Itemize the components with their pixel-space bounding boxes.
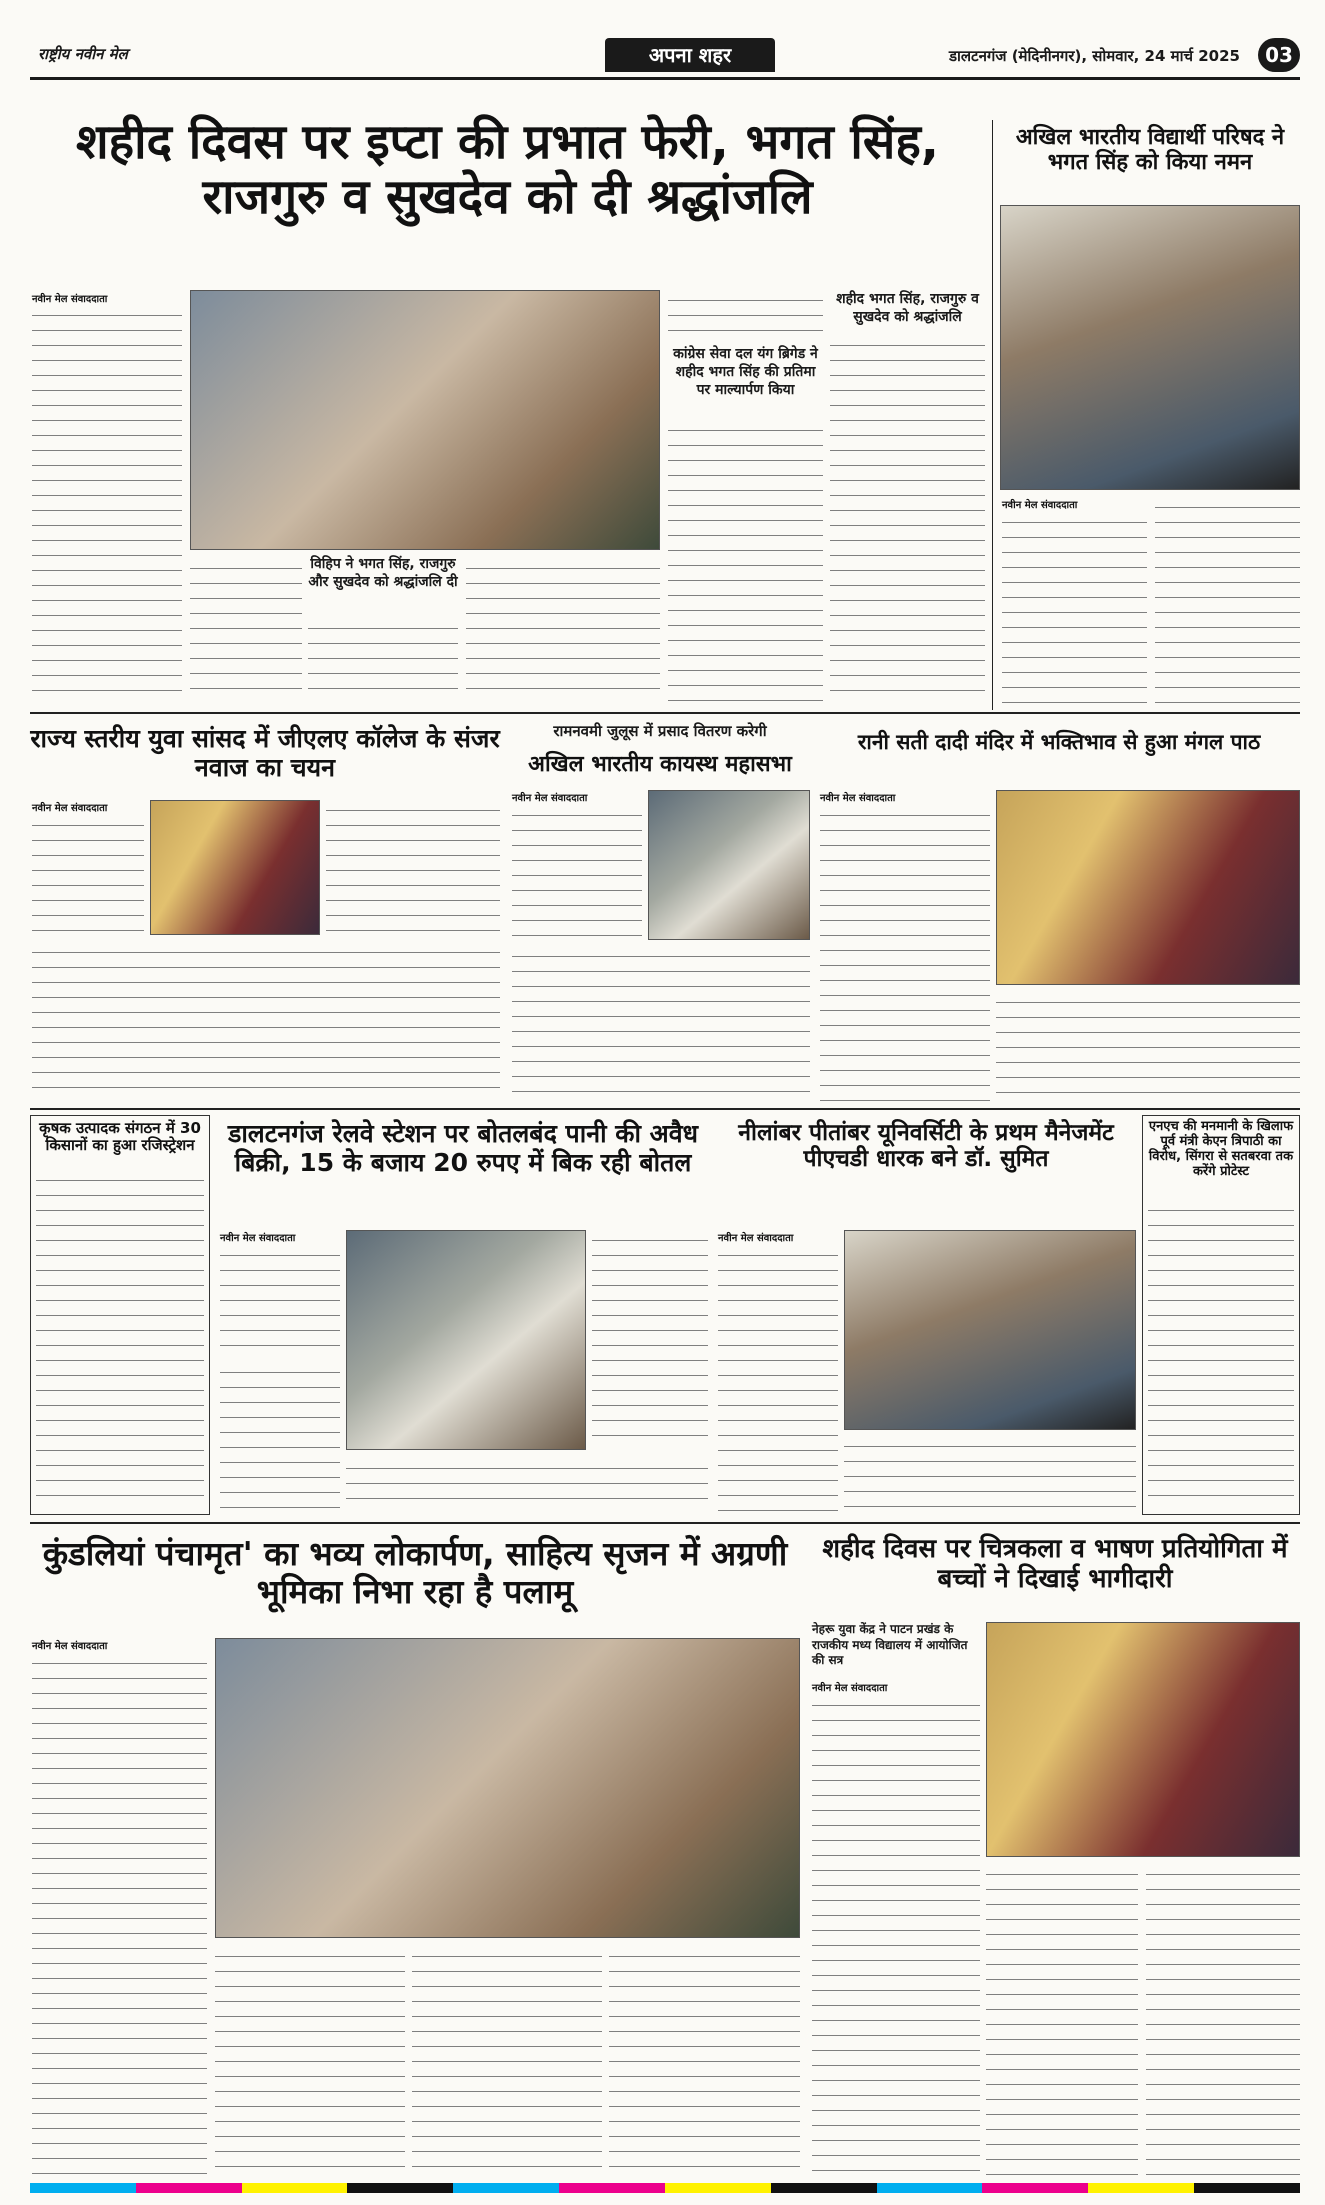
section-title: अपना शहर [605, 38, 775, 72]
abvp-body-col-1 [1002, 512, 1147, 703]
railway-water-headline: डालटनगंज रेलवे स्टेशन पर बोतलबंद पानी की अवैध बिक्री, 15 के बजाय 20 रुपए में बिक रही बोतल [227, 1119, 699, 1177]
nh-body [1148, 1200, 1294, 1510]
page-number: 03 [1258, 38, 1300, 72]
print-color-bar [30, 2183, 1300, 2193]
fpo-headline: कृषक उत्पादक संगठन में 30 किसानों का हुआ रजिस्ट्रेशन [39, 1119, 201, 1155]
youth-mp-headline: राज्य स्तरीय युवा सांसद में जीएलए कॉलेज के संजर नवाज का चयन [30, 724, 500, 782]
kayastha-headline: अखिल भारतीय कायस्थ महासभा [528, 752, 792, 777]
npu-body-1 [718, 1245, 838, 1512]
drawing-contest-kicker: नेहरू युवा केंद्र ने पाटन प्रखंड के राजकीय मध्य विद्यालय में आयोजित की सत्र [812, 1622, 968, 1668]
youth-mp-body-2 [326, 800, 500, 935]
railway-body-4 [346, 1458, 708, 1512]
lead-photo-procession [190, 290, 660, 550]
kayastha-photo [648, 790, 810, 940]
npu-convocation-photo [844, 1230, 1136, 1430]
drawing-contest-photo [986, 1622, 1300, 1857]
vhp-body [308, 618, 458, 703]
drawing-contest-headline: शहीद दिवस पर चित्रकला व भाषण प्रतियोगिता में बच्चों ने दिखाई भागीदारी [822, 1534, 1288, 1594]
kundaliya-byline: नवीन मेल संवाददाता [32, 1641, 108, 1652]
railway-body-3 [220, 1362, 340, 1512]
rani-sati-body-1 [820, 805, 990, 1102]
abvp-byline: नवीन मेल संवाददाता [1002, 500, 1078, 511]
section-rule [30, 712, 1300, 714]
vhp-subhead: विहिप ने भगत सिंह, राजगुरु और सुखदेव को श्रद्धांजलि दी [308, 556, 458, 591]
abvp-photo [1000, 205, 1300, 490]
lead-body-col-2 [190, 558, 302, 703]
issue-date: डालटनगंज (मेदिनीनगर), सोमवार, 24 मार्च 2025 [948, 47, 1240, 65]
section-rule-2 [30, 1108, 1300, 1110]
section-rule-3 [30, 1522, 1300, 1524]
shahid-subhead: शहीद भगत सिंह, राजगुरु व सुखदेव को श्रद्धांजलि [836, 291, 979, 326]
congress-subhead: कांग्रेस सेवा दल यंग ब्रिगेड ने शहीद भगत सिंह की प्रतिमा पर माल्यार्पण किया [673, 346, 818, 399]
kundaliya-body-2 [215, 1946, 405, 2178]
drawing-body-3 [1146, 1864, 1300, 2178]
kayastha-kicker: रामनवमी जुलूस में प्रसाद वितरण करेगी [553, 722, 767, 740]
kundaliya-body-3 [412, 1946, 602, 2178]
congress-body [668, 420, 823, 703]
fpo-body [36, 1170, 204, 1510]
npu-body-2 [844, 1436, 1136, 1512]
lead-headline: शहीद दिवस पर इप्टा की प्रभात फेरी, भगत सिंह, राजगुरु व सुखदेव को दी श्रद्धांजलि [75, 114, 940, 226]
kayastha-body-2 [512, 946, 810, 1102]
drawing-body-1 [812, 1695, 980, 2178]
column-divider [992, 120, 993, 710]
kundaliya-body-4 [609, 1946, 800, 2178]
npu-byline: नवीन मेल संवाददाता [718, 1233, 794, 1244]
kayastha-byline: नवीन मेल संवाददाता [512, 793, 588, 804]
lead-byline: नवीन मेल संवाददाता [32, 294, 108, 305]
masthead [30, 38, 1300, 80]
drawing-body-2 [986, 1864, 1138, 2178]
nh-protest-headline: एनएच की मनमानी के खिलाफ पूर्व मंत्री केएन त्रिपाठी का विरोध, सिंगरा से सतबरवा तक करेंगे प्रोटेस्ट [1148, 1119, 1294, 1179]
youth-mp-photo [150, 800, 320, 935]
abvp-body-col-2 [1155, 497, 1300, 703]
youth-mp-body-1 [32, 815, 144, 935]
railway-body-1 [220, 1245, 340, 1355]
railway-byline: नवीन मेल संवाददाता [220, 1233, 296, 1244]
kayastha-body-1 [512, 805, 642, 940]
lead-body-col-4 [668, 290, 823, 338]
railway-body-2 [592, 1230, 708, 1450]
railway-photo [346, 1230, 586, 1450]
lead-body-col-3 [466, 558, 660, 703]
youth-mp-body-3 [32, 942, 500, 1102]
kundaliya-launch-photo [215, 1638, 800, 1938]
kundaliya-body-1 [32, 1653, 207, 2178]
rani-sati-body-2 [996, 992, 1300, 1102]
rani-sati-photo [996, 790, 1300, 985]
lead-body-col-1 [32, 305, 182, 703]
shahid-body [830, 335, 985, 703]
rani-sati-headline: रानी सती दादी मंदिर में भक्तिभाव से हुआ मंगल पाठ [857, 730, 1261, 754]
newspaper-brand: राष्ट्रीय नवीन मेल [38, 45, 128, 63]
abvp-headline: अखिल भारतीय विद्यार्थी परिषद ने भगत सिंह को किया नमन [1015, 125, 1285, 176]
rani-sati-byline: नवीन मेल संवाददाता [820, 793, 896, 804]
npu-phd-headline: नीलांबर पीतांबर यूनिवर्सिटी के प्रथम मैनेजमेंट पीएचडी धारक बने डॉ. सुमित [738, 1120, 1114, 1173]
drawing-byline: नवीन मेल संवाददाता [812, 1683, 888, 1694]
kundaliya-headline: कुंडलियां पंचामृत' का भव्य लोकार्पण, साहित्य सृजन में अग्रणी भूमिका निभा रहा है पलामू [42, 1534, 788, 1611]
youth-mp-byline: नवीन मेल संवाददाता [32, 803, 108, 814]
